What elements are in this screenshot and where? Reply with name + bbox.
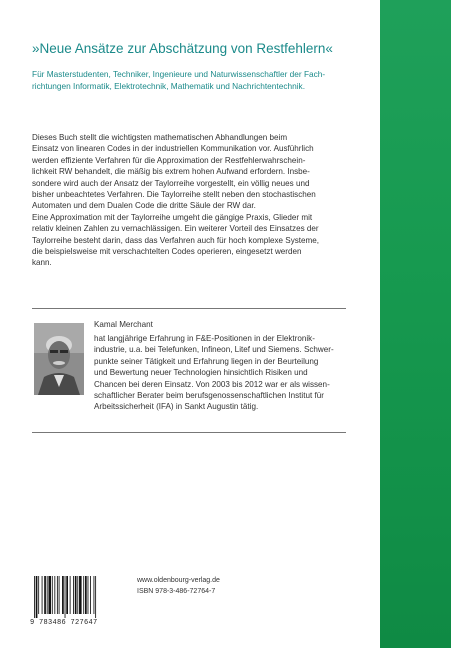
divider-top — [32, 308, 346, 309]
barcode-digits: 9 783486 727647 — [30, 619, 98, 627]
barcode-bar — [54, 576, 55, 614]
description-line: bisher unbeachtetes Verfahren. Die Taylorreihe stellt neben den stochastischen — [32, 190, 316, 200]
description-line: lichkeit RW behandelt, die mäßig bis extrem hohen Aufwand erfordern. Insbe- — [32, 167, 310, 177]
barcode-image — [32, 576, 120, 618]
isbn-barcode — [32, 576, 120, 618]
description-line: Einsatz von linearen Codes in der industriellen Kommunikation vor. Ausführlich — [32, 144, 314, 154]
barcode-bar — [75, 576, 77, 614]
bio-line: schaftlicher Berater beim berufsgenossenschaftlichen Institut für — [94, 391, 324, 401]
tagline-title: »Neue Ansätze zur Abschätzung von Restfehlern« — [32, 41, 333, 56]
description-line: Automaten und dem Dualen Code die dritte Säule der RW dar. — [32, 201, 256, 211]
bio-line: industrie, u.a. bei Telefunken, Infineon, Litef und Siemens. Schwer- — [94, 345, 334, 355]
subtitle-line: richtungen Informatik, Elektrotechnik, Mathematik und Nachrichtentechnik. — [32, 81, 306, 91]
barcode-bar — [73, 576, 74, 614]
description-line: werden effiziente Verfahren für die Approximation der Restfehlerwahrschein- — [32, 155, 306, 165]
description-line: die beispielsweise mit verschachtelten Codes operieren, eingesetzt werden — [32, 247, 302, 257]
bio-line: und Bewertung neuer Technologien hinsichtlich Risiken und — [94, 368, 308, 378]
description-line: Dieses Buch stellt die wichtigsten mathematischen Abhandlungen beim — [32, 133, 288, 142]
barcode-bar — [79, 576, 82, 614]
barcode-bar — [66, 576, 68, 614]
isbn-number: ISBN 978-3-486-72764-7 — [137, 588, 216, 595]
barcode-bar — [77, 576, 78, 614]
audience-subtitle — [32, 68, 354, 92]
author-portrait-image — [34, 323, 84, 395]
barcode-bar — [70, 576, 71, 614]
description-line: kann. — [32, 258, 52, 268]
barcode-bar — [36, 576, 38, 618]
barcode-bar — [47, 576, 48, 614]
barcode-bar — [65, 576, 66, 618]
author-photo — [34, 323, 84, 395]
book-description — [32, 132, 348, 269]
barcode-bar — [48, 576, 51, 614]
bio-line: Arbeitssicherheit (IFA) in Sankt Augustin tätig. — [94, 402, 259, 412]
barcode-bar — [83, 576, 84, 614]
barcode-bar — [85, 576, 87, 614]
author-bio — [94, 333, 349, 413]
divider-bottom — [32, 432, 346, 433]
barcode-bar — [62, 576, 64, 614]
description-line: relativ kleinen Zahlen zu vernachlässigen. Ein weiterer Vorteil des Einsatzes der — [32, 224, 319, 234]
barcode-bar — [88, 576, 89, 614]
barcode-bar — [38, 576, 39, 614]
barcode-bar — [57, 576, 58, 614]
side-color-bar — [380, 0, 451, 648]
barcode-bar — [34, 576, 35, 618]
barcode-bar — [44, 576, 46, 614]
author-name: Kamal Merchant — [94, 320, 153, 329]
bio-line: Chancen bei deren Einsatz. Von 2003 bis 2012 war er als wissen- — [94, 379, 330, 389]
barcode-bar — [95, 576, 96, 618]
subtitle-line: Für Masterstudenten, Techniker, Ingenieure und Naturwissenschaftler der Fach- — [32, 69, 326, 79]
barcode-bar — [94, 576, 95, 614]
barcode-bar — [52, 576, 53, 614]
description-line: sondere wird auch der Ansatz der Taylorreihe vorgestellt, ein völlig neues und — [32, 178, 310, 188]
barcode-bar — [59, 576, 60, 614]
description-line: Eine Approximation mit der Taylorreihe umgeht die gängige Praxis, Glieder mit — [32, 212, 313, 222]
bio-line: punkte seiner Tätigkeit und Erfahrung liegen in der Beurteilung — [94, 356, 319, 366]
description-line: Taylorreihe besteht darin, dass das Verfahren auch für hoch komplexe Systeme, — [32, 235, 320, 245]
barcode-bar — [42, 576, 43, 614]
barcode-bar — [90, 576, 91, 614]
publisher-url: www.oldenbourg-verlag.de — [137, 577, 220, 584]
bio-line: hat langjährige Erfahrung in F&E-Positionen in der Elektronik- — [94, 334, 315, 343]
